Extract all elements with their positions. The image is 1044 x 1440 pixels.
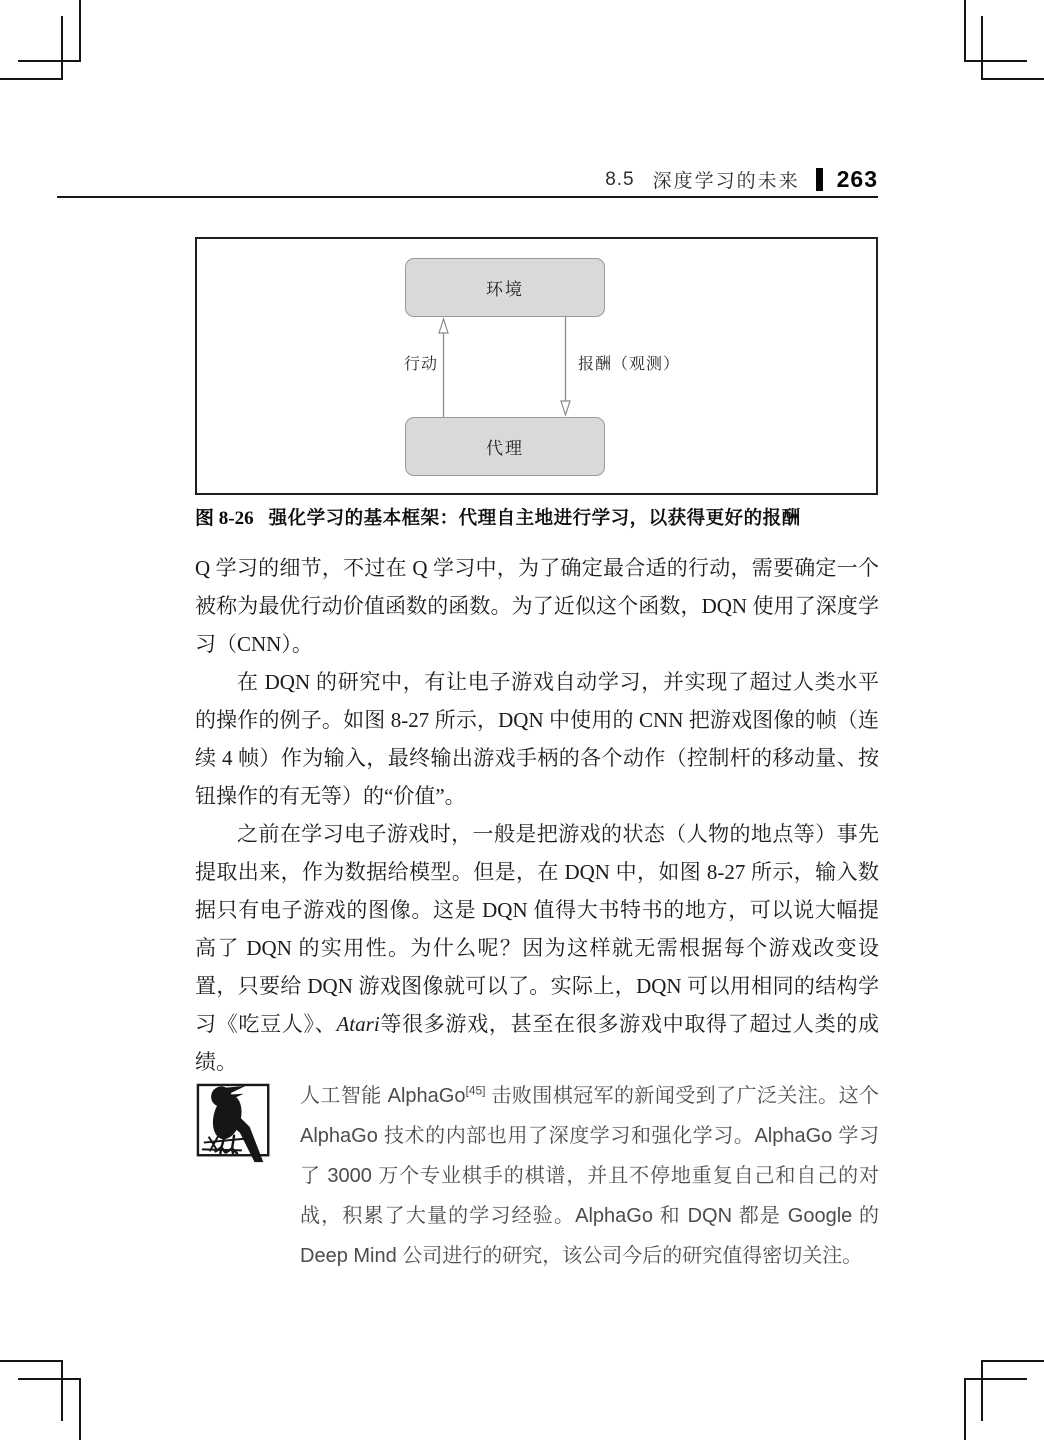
page-header	[605, 166, 878, 193]
paragraph-3-tail: 等很多游戏，甚至在很多游戏中取得了超过人类的成绩。	[195, 1012, 880, 1074]
reward-arrow-label: 报酬（观测）	[578, 356, 681, 373]
figure-caption-label: 图 8-26	[195, 508, 254, 529]
header-rule	[57, 196, 878, 198]
note-text-start: 人工智能 AlphaGo	[300, 1085, 466, 1107]
agent-node: 代理	[405, 417, 605, 476]
header-divider-bar	[816, 168, 823, 191]
section-title: 深度学习的未来	[652, 171, 800, 192]
citation-ref-45: [45]	[465, 1083, 486, 1098]
crop-mark	[981, 1360, 983, 1421]
paragraph-3-italic: Atari	[336, 1012, 380, 1036]
figure-caption-text: 强化学习的基本框架：代理自主地进行学习，以获得更好的报酬	[268, 507, 801, 528]
crop-mark	[981, 78, 1044, 80]
crop-mark	[61, 1360, 63, 1421]
body-text	[195, 549, 879, 1081]
crop-mark	[79, 1378, 81, 1440]
figure-caption	[195, 503, 879, 530]
crop-mark	[79, 0, 81, 62]
crop-mark	[964, 1378, 1027, 1380]
arrow-up-head	[439, 319, 448, 333]
crop-mark	[981, 1360, 1044, 1362]
crop-mark	[964, 1378, 966, 1440]
crop-mark	[0, 1360, 63, 1362]
note-box	[195, 1082, 879, 1276]
note-text	[300, 1076, 879, 1276]
crop-mark	[61, 16, 63, 80]
action-arrow-label: 行动	[403, 356, 438, 373]
arrow-down-head	[561, 401, 570, 415]
crop-mark	[964, 60, 1027, 62]
paragraph-1: Q 学习的细节，不过在 Q 学习中，为了确定最合适的行动，需要确定一个被称为最优行动价值函数的函数。为了近似这个函数，DQN 使用了深度学习（CNN）。	[195, 556, 879, 656]
paragraph-3-text: 之前在学习电子游戏时，一般是把游戏的状态（人物的地点等）事先提取出来，作为数据给模型。但是，在 DQN 中，如图 8-27 所示，输入数据只有电子游戏的图像。这是 DQN 值得大书特书的地方，可以说大幅提高了 DQN 的实用性。为什么呢？因为这样就无需根据每个游戏改变设置，只要给 DQN 游戏图像就可以了。实际上，DQN 可以用相同的结构学习《吃豆人》、	[195, 822, 879, 1036]
crop-mark	[981, 16, 983, 80]
crop-mark	[964, 0, 966, 62]
note-text-rest: 击败围棋冠军的新闻受到了广泛关注。这个 AlphaGo 技术的内部也用了深度学习和强化学习。AlphaGo 学习了 3000 万个专业棋手的棋谱，并且不停地重复自己和自己的对战，积累了大量的学习经验。AlphaGo 和 DQN 都是 Google 的 Deep Mind 公司进行的研究，该公司今后的研究值得密切关注。	[300, 1085, 879, 1267]
page-number: 263	[836, 166, 878, 192]
crop-mark	[18, 60, 81, 62]
crop-mark	[18, 1378, 81, 1380]
crow-icon	[195, 1082, 277, 1171]
paragraph-2: 在 DQN 的研究中，有让电子游戏自动学习，并实现了超过人类水平的操作的例子。如图 8-27 所示，DQN 中使用的 CNN 把游戏图像的帧（连续 4 帧）作为输入，最终输出游戏手柄的各个动作（控制杆的移动量、按钮操作的有无等）的“价值”。	[195, 670, 879, 808]
paragraph-3	[195, 815, 879, 1081]
section-number: 8.5	[605, 168, 635, 190]
figure-8-26	[195, 237, 878, 495]
environment-node: 环境	[405, 258, 605, 317]
crop-mark	[0, 78, 63, 80]
